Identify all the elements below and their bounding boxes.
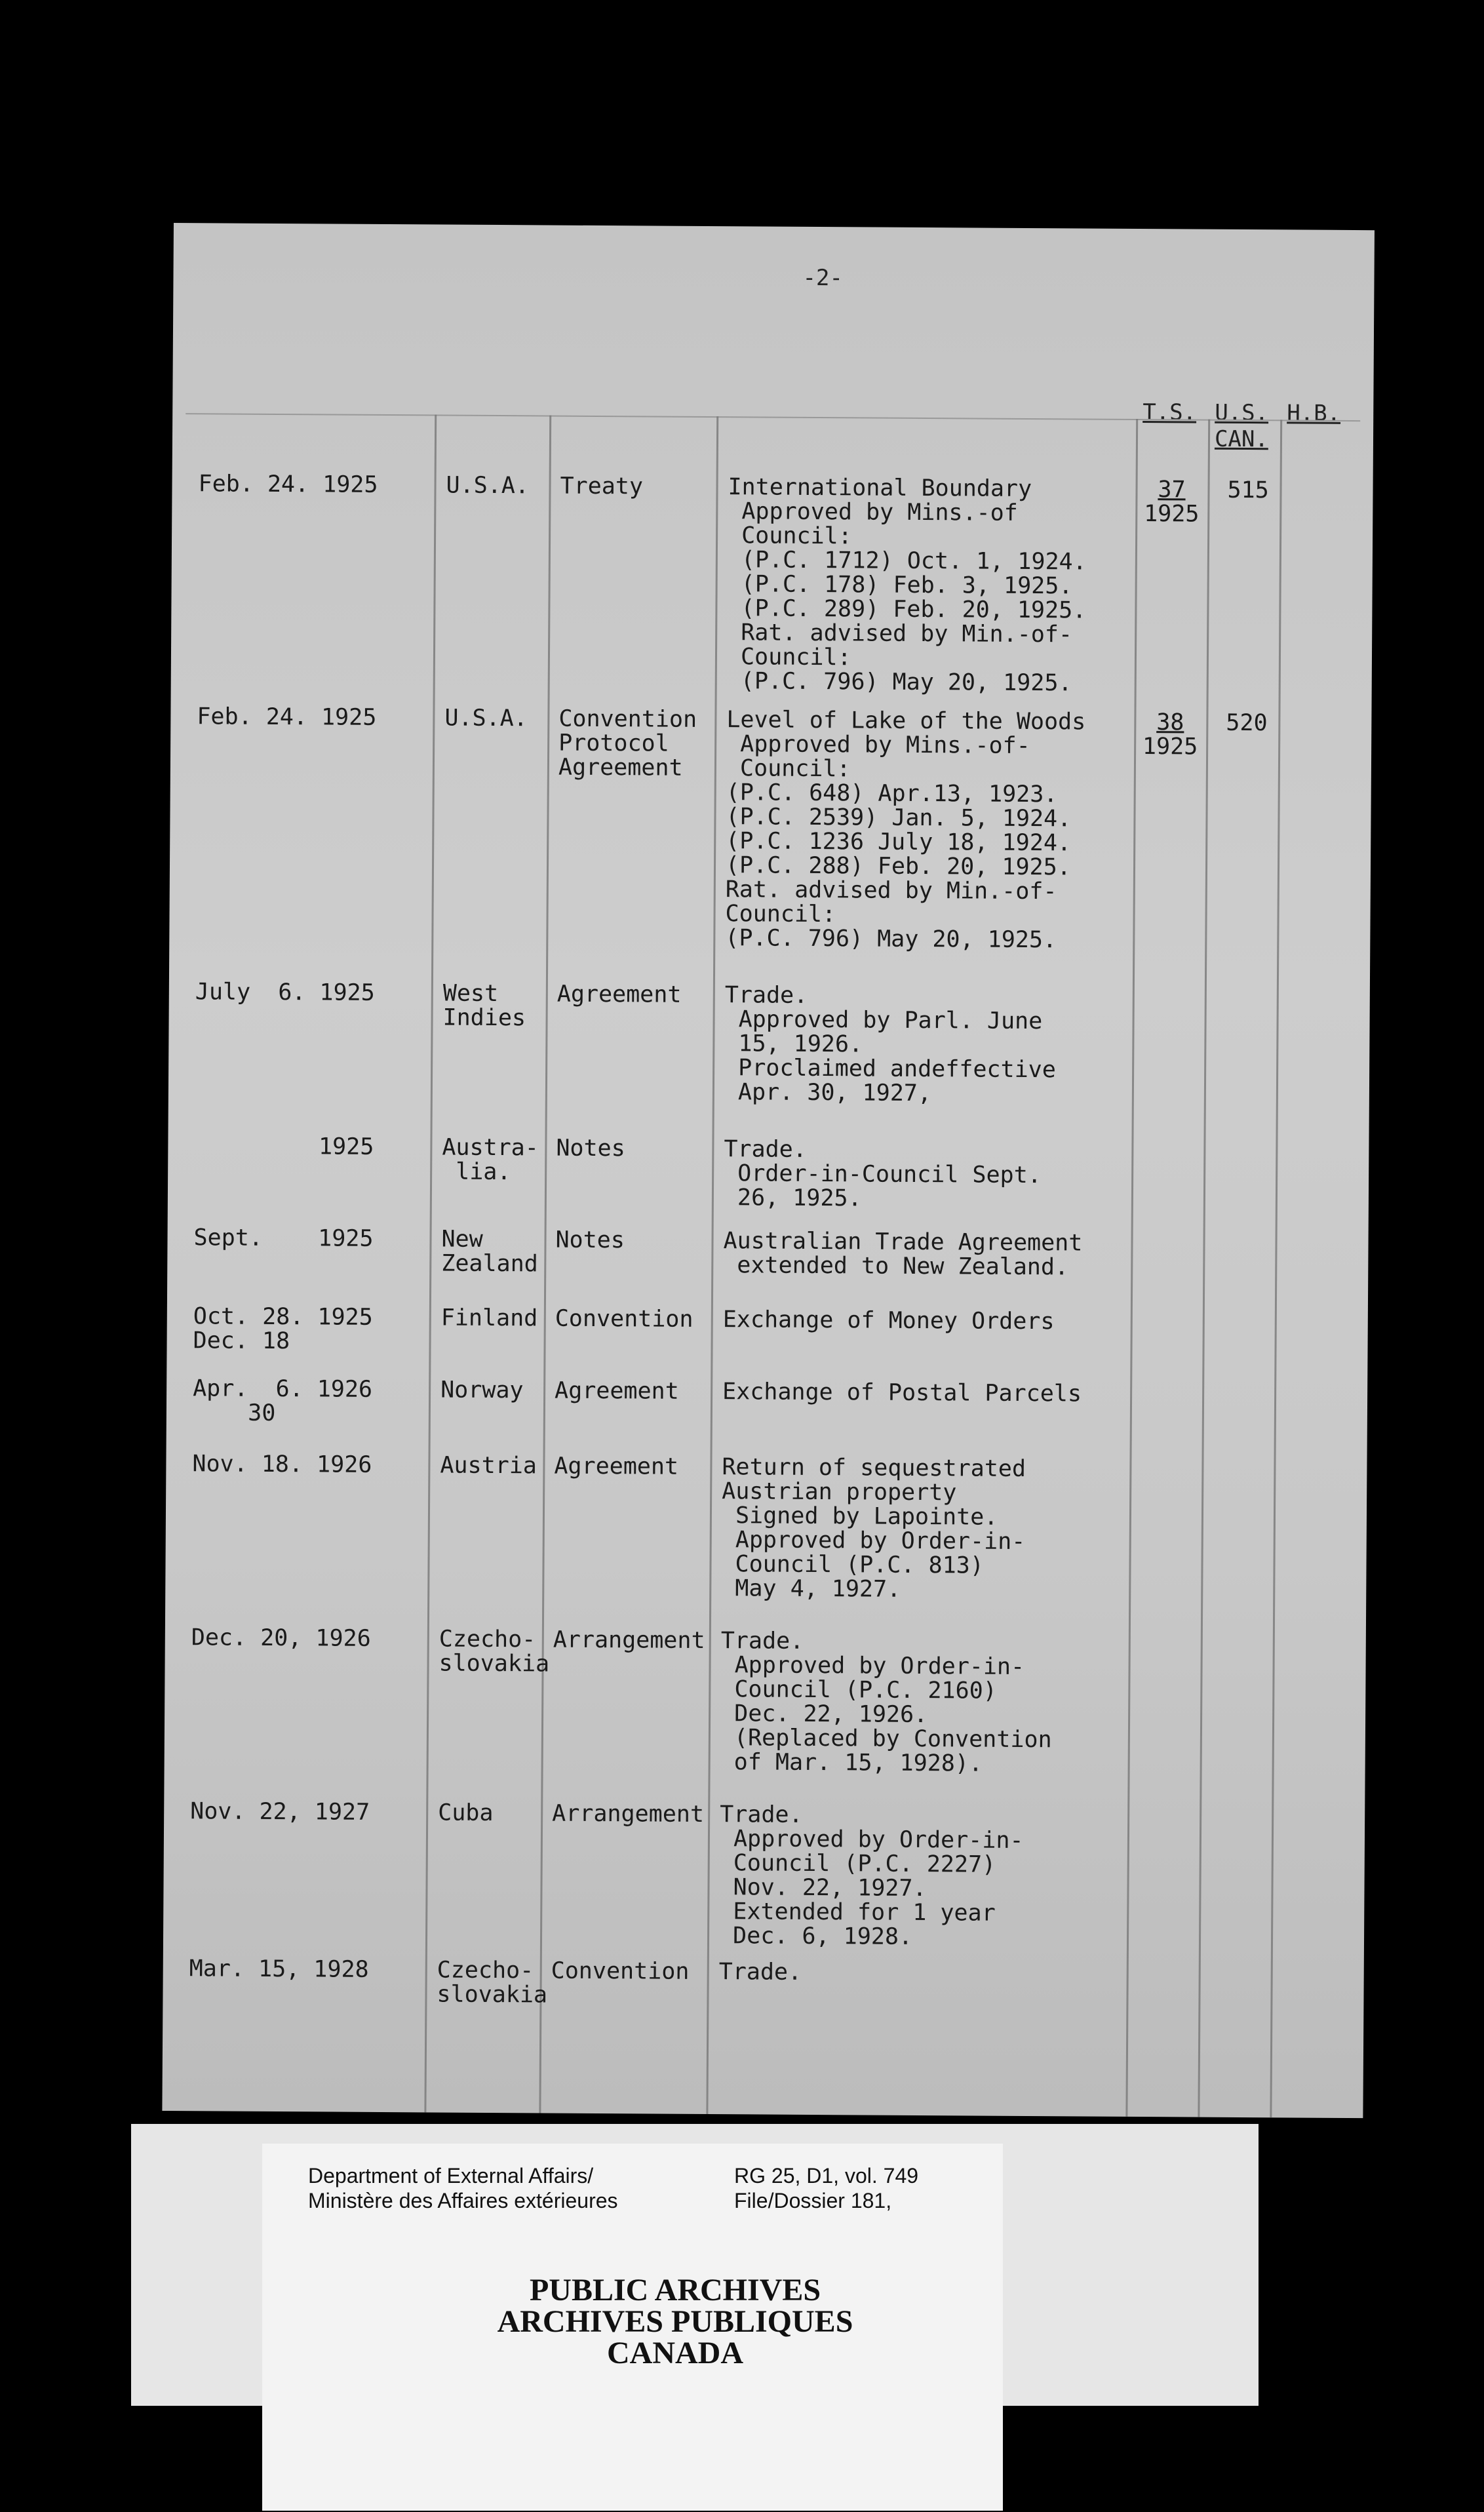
row-ts-number: 37 [1158,477,1186,503]
row-country: Norway [440,1377,524,1404]
row-description: Trade. Order-in-Council Sept. 26, 1925. [723,1136,1042,1212]
row-date: Nov. 22, 1927 [190,1798,370,1826]
row-description: Trade. [718,1959,802,1986]
document-page [162,223,1375,2118]
column-divider [706,416,718,2114]
row-ts-year: 1925 [1142,734,1198,760]
column-divider [1270,420,1282,2117]
row-type: Convention Protocol Agreement [558,705,697,781]
row-ts [1141,711,1200,760]
row-date: Sept. 1925 [193,1225,374,1252]
row-description: Trade. Approved by Order-in- Council (P.C. 2227) Nov. 22, 1927. Extended for 1 year Dec. 6, 1928. [718,1801,1024,1950]
row-country: Austra- lia. [442,1134,539,1186]
row-country: Austria [440,1452,537,1480]
archive-department: Department of External Affairs/ Ministère des Affaires extérieures [308,2164,618,2212]
row-country: New Zealand [441,1226,538,1278]
row-description: Return of sequestrated Austrian property Signed by Lapointe. Approved by Order-in- Council (P.C. 813) May 4, 1927. [721,1454,1026,1603]
row-description: Exchange of Postal Parcels [722,1379,1082,1407]
row-description: Level of Lake of the Woods Approved by Mins.-of- Council: (P.C. 648) Apr.13, 1923. (P.C. 2539) Jan. 5, 1924. (P.C. 1236 July 18, 1924. (P.C. 288) Feb. 20, 1925. Rat. advised by Min.-of- Council: (P.C. 796) May 20, 1925. [725,707,1086,954]
row-type: Arrangement [553,1626,705,1654]
row-date: Nov. 18. 1926 [192,1451,372,1478]
row-date: Feb. 24. 1925 [198,471,378,498]
row-type: Treaty [560,473,644,500]
row-description: Exchange of Money Orders [722,1306,1055,1335]
row-country: Cuba [438,1799,494,1827]
row-description: Australian Trade Agreement extended to New Zealand. [723,1228,1083,1281]
archive-reference: RG 25, D1, vol. 749 File/Dossier 181, [734,2164,919,2212]
archive-stamp-text: PUBLIC ARCHIVES ARCHIVES PUBLIQUES CANADA [497,2273,853,2370]
row-type: Convention [555,1305,693,1333]
row-us-can: 515 [1227,477,1269,504]
row-ts [1142,478,1201,527]
row-type: Agreement [555,1377,679,1405]
row-date: Dec. 20, 1926 [191,1624,371,1652]
row-country: West Indies [442,980,526,1032]
row-date: Apr. 6. 1926 30 [192,1375,373,1426]
row-country: Czecho- slovakia [437,1957,548,2009]
row-ts-year: 1925 [1144,501,1200,528]
header-ts: T.S. [1142,399,1197,426]
row-country: Finland [440,1305,538,1332]
column-divider [539,416,551,2113]
row-date: Oct. 28. 1925 Dec. 18 [193,1303,373,1355]
row-date: July 6. 1925 [195,979,375,1006]
row-description: Trade. Approved by Order-in- Council (P.C. 2160) Dec. 22, 1926. (Replaced by Convention of Mar. 15, 1928). [720,1628,1052,1777]
header-us-can: U.S. CAN. [1214,399,1269,453]
row-date: 1925 [194,1133,374,1160]
row-us-can: 520 [1226,709,1268,737]
row-date: Mar. 15, 1928 [189,1955,369,1983]
row-type: Arrangement [552,1800,705,1828]
row-date: Feb. 24. 1925 [197,703,377,731]
row-country: Czecho- slovakia [439,1626,550,1678]
row-country: U.S.A. [446,472,530,500]
row-type: Convention [551,1957,690,1985]
row-type: Notes [555,1227,625,1254]
column-divider [1125,419,1138,2117]
row-ts-number: 38 [1156,709,1184,736]
archive-stamp [328,2275,1023,2369]
row-description: Trade. Approved by Parl. June 15, 1926. Proclaimed andeffective Apr. 30, 1927, [724,982,1056,1107]
row-type: Agreement [554,1453,679,1480]
row-type: Notes [556,1135,625,1162]
row-description: International Boundary Approved by Mins.-of Council: (P.C. 1712) Oct. 1, 1924. (P.C. 178) Feb. 3, 1925. (P.C. 289) Feb. 20, 1925. Rat. advised by Min.-of- Council: (P.C. 796) May 20, 1925. [726,474,1087,697]
page-number: -2- [802,264,844,292]
header-hb: H.B. [1287,400,1341,427]
column-divider [424,414,437,2112]
column-divider [1198,420,1210,2117]
row-country: U.S.A. [444,705,528,732]
row-type: Agreement [556,981,682,1008]
